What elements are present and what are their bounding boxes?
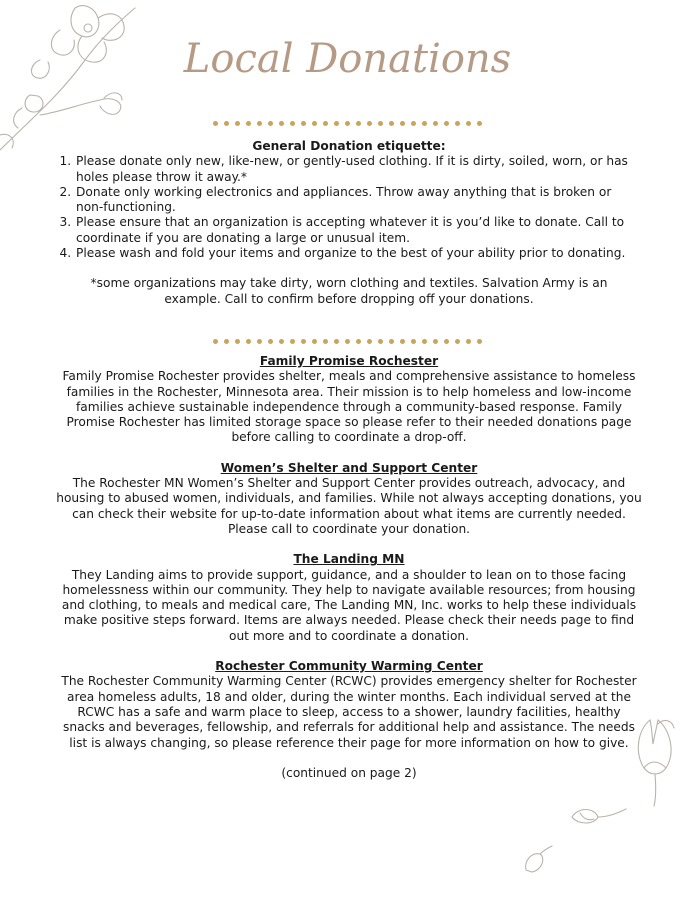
org-name: The Landing MN — [293, 552, 405, 567]
list-item: 3. Please ensure that an organization is accepting whatever it is you’d like to donate. Call to coordinate if you are donating a large or unusual item. — [75, 215, 642, 246]
page-title: Local Donations — [183, 36, 512, 82]
org-block — [56, 354, 642, 446]
org-description: The Rochester Community Warming Center (RCWC) provides emergency shelter for Rochester area homeless adults, 18 and older, during the winter months. Each individual served at the RCWC has a safe and warm place to sleep, access to a shower, laundry facilities, healthy snacks and beverages, fellowship, and referrals for additional help and assistance. The needs list is always changing, so please reference their page for more information on how to give. — [61, 674, 637, 750]
list-item: 1. Please donate only new, like-new, or gently-used clothing. If it is dirty, soiled, worn, or has holes please throw it away.* — [75, 154, 642, 185]
dot-divider — [0, 329, 695, 348]
org-name: Women’s Shelter and Support Center — [220, 460, 478, 475]
org-name: Rochester Community Warming Center — [215, 659, 483, 674]
org-description: Family Promise Rochester provides shelter, meals and comprehensive assistance to homeless families in the Rochester, Minnesota area. Their mission is to help homeless and low-income families achieve sustainable independence through a community-based response. Family Promise Rochester has limited storage space so please refer to their needed donations page before calling to coordinate a drop-off. — [62, 369, 636, 445]
org-block — [56, 552, 642, 644]
etiquette-list — [56, 154, 642, 261]
etiquette-section — [56, 139, 642, 307]
org-block — [56, 461, 642, 537]
organizations-section — [56, 354, 642, 781]
list-item: 2. Donate only working electronics and appliances. Throw away anything that is broken or non-functioning. — [75, 185, 642, 216]
org-description: They Landing aims to provide support, guidance, and a shoulder to lean on to those facing homelessness within our community. They help to navigate available resources; from housing and clothing, to meals and medical care, The Landing MN, Inc. works to help these individuals make positive steps forward. Items are always needed. Please check their needs page to find out more and to coordinate a donation. — [61, 567, 637, 643]
list-item: 4. Please wash and fold your items and organize to the best of your ability prior to donating. — [75, 246, 642, 261]
dot-divider — [0, 111, 695, 130]
bud-sketch-bottom-right — [560, 795, 640, 835]
bud-sketch-bottom — [518, 842, 558, 878]
org-name: Family Promise Rochester — [259, 354, 439, 368]
org-description: The Rochester MN Women’s Shelter and Support Center provides outreach, advocacy, and housing to abused women, individuals, and families. While not always accepting donations, you can check their website for up-to-date information about what items are currently needed. Please call to coordinate your donation. — [56, 476, 642, 536]
etiquette-heading: General Donation etiquette: — [252, 139, 446, 153]
continued-note: (continued on page 2) — [281, 765, 417, 780]
org-block — [56, 659, 642, 751]
etiquette-footnote: *some organizations may take dirty, worn clothing and textiles. Salvation Army is an example. Call to confirm before dropping off your donations. — [90, 276, 608, 306]
